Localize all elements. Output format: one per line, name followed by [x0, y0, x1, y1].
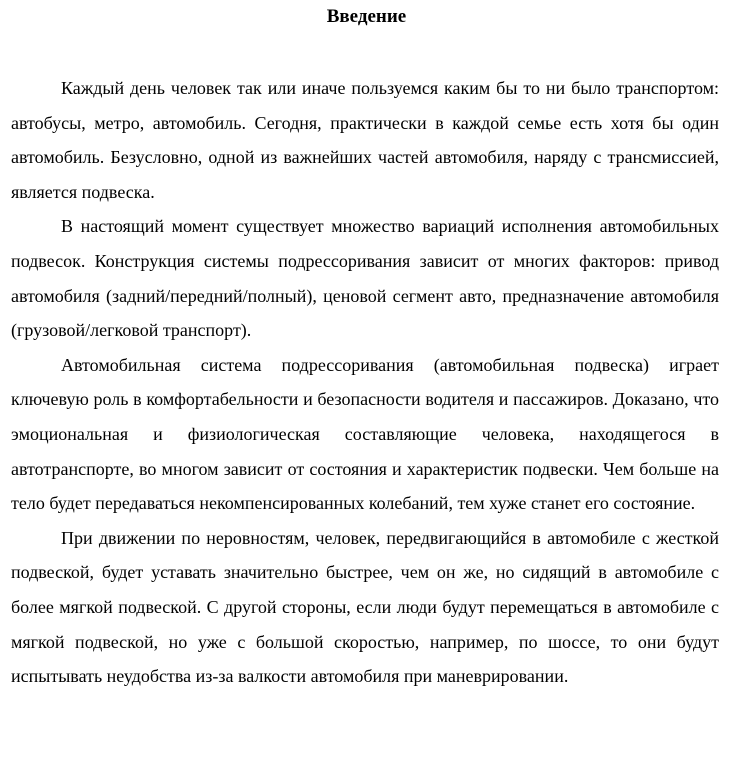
paragraph: В настоящий момент существует множество вариаций исполнения автомобильных подвесок. Конструкция системы подрессоривания зависит от многих факторов: привод автомобиля (задний/передний/полный), ценовой сегмент авто, предназначение автомобиля (грузовой/легковой транспорт).	[11, 216, 719, 341]
document-title: Введение	[326, 6, 407, 27]
paragraph: При движении по неровностям, человек, передвигающийся в автомобиле с жесткой подвеской, будет уставать значительно быстрее, чем он же, но сидящий в автомобиле с более мягкой подвеской. С другой стороны, если люди будут перемещаться в автомобиле с мягкой подвеской, но уже с большой скоростью, например, по шоссе, то они будут испытывать неудобства из-за валкости автомобиля при маневрировании.	[11, 527, 719, 687]
document-body	[11, 71, 719, 694]
paragraph: Автомобильная система подрессоривания (автомобильная подвеска) играет ключевую роль в комфортабельности и безопасности водителя и пассажиров. Доказано, что эмоциональная и физиологическая составляющие человека, находящегося в автотранспорте, во многом зависит от состояния и характеристик подвески. Чем больше на тело будет передаваться некомпенсированных колебаний, тем хуже станет его состояние.	[11, 354, 719, 514]
paragraph: Каждый день человек так или иначе пользуемся каким бы то ни было транспортом: автобусы, метро, автомобиль. Сегодня, практически в каждой семье есть хотя бы один автомобиль. Безусловно, одной из важнейших частей автомобиля, наряду с трансмиссией, является подвеска.	[11, 78, 719, 202]
